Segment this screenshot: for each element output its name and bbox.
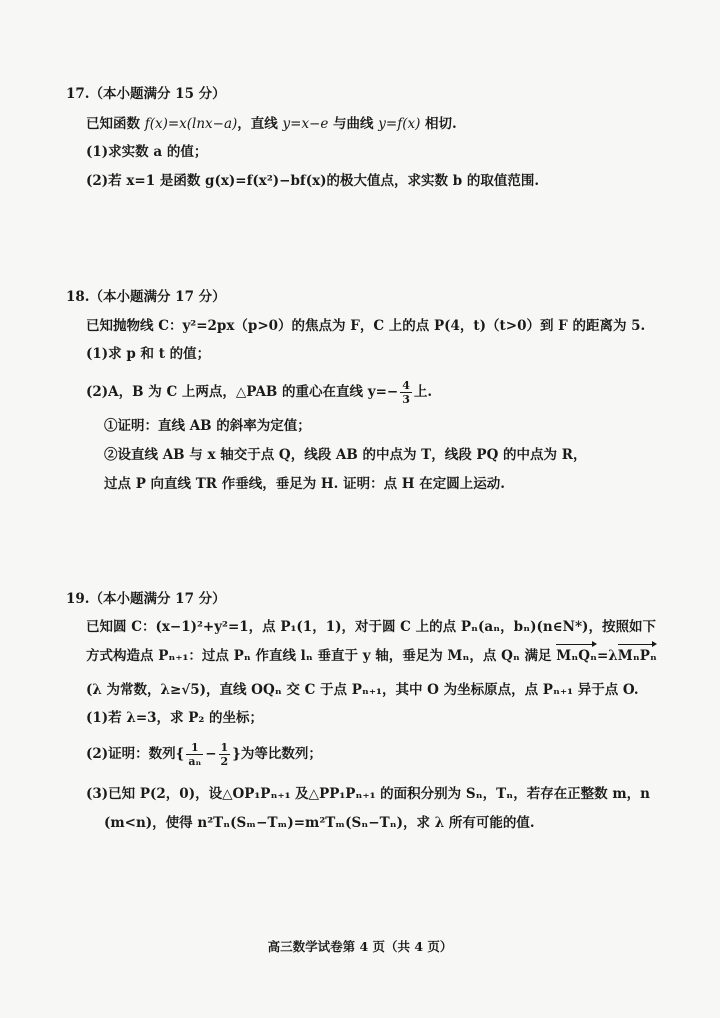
problem-18-question-2 <box>86 375 432 409</box>
p17-stem-g: 相切. <box>420 116 457 132</box>
p19-q2-fraction-1 <box>186 741 203 768</box>
problem-18-question-1: (1)求 p 和 t 的值； <box>86 346 211 362</box>
problem-17-question-1: (1)求实数 a 的值； <box>86 144 208 160</box>
p19-stem2-eq: =λ <box>596 648 618 664</box>
p19-q2-den-1: aₙ <box>188 755 202 768</box>
problem-17-question-2: (2)若 x=1 是函数 g(x)=f(x²)−bf(x)的极大值点，求实数 b 的取值范围. <box>86 173 540 189</box>
problem-19-question-2 <box>86 736 322 772</box>
problem-19-question-1: (1)若 λ=3，求 P₂ 的坐标； <box>86 710 264 726</box>
problem-18-question-2-part-ii: ②设直线 AB 与 x 轴交于点 Q，线段 AB 的中点为 T，线段 PQ 的中点为 R， <box>104 447 587 463</box>
p18-q2-text-b: 上. <box>413 384 433 400</box>
p17-stem-a: 已知函数 <box>86 116 145 132</box>
p17-stem-e: 与曲线 <box>328 116 379 132</box>
problem-19-stem-line-1: 已知圆 C：(x−1)²+y²=1，点 P₁(1，1)，对于圆 C 上的点 Pₙ(aₙ，bₙ)(n∈N*)，按照如下 <box>86 619 656 635</box>
p19-stem2-text: 方式构造点 Pₙ₊₁：过点 Pₙ 作直线 lₙ 垂直于 y 轴，垂足为 Mₙ，点 Qₙ 满足 <box>86 648 557 664</box>
p18-q2-numerator: 4 <box>402 379 410 392</box>
vector-mp: MₙPₙ <box>617 648 657 664</box>
problem-18-header: 18.（本小题满分 17 分） <box>66 289 226 305</box>
problem-17-header: 17.（本小题满分 15 分） <box>66 86 226 102</box>
problem-19-stem-line-3: (λ 为常数，λ≥√5)，直线 OQₙ 交 C 于点 Pₙ₊₁，其中 O 为坐标原点，点 Pₙ₊₁ 异于点 O. <box>86 682 639 698</box>
p18-q2-fraction <box>400 379 412 406</box>
problem-19-header: 19.（本小题满分 17 分） <box>66 591 226 607</box>
p17-stem-line: y=x−e <box>282 116 329 132</box>
problem-18-question-2-part-ii-cont: 过点 P 向直线 TR 作垂线，垂足为 H. 证明：点 H 在定圆上运动. <box>104 476 505 492</box>
p19-q2-minus: − <box>205 746 217 762</box>
page-footer: 高三数学试卷第 4 页（共 4 页） <box>267 939 453 954</box>
p18-q2-text-a: (2)A，B 为 C 上两点，△PAB 的重心在直线 y=− <box>86 384 399 400</box>
problem-18-stem: 已知抛物线 C：y²=2px（p>0）的焦点为 F，C 上的点 P(4，t)（t>0）到 F 的距离为 5. <box>86 318 646 334</box>
p18-q2-denominator: 3 <box>402 393 410 406</box>
p17-stem-curve: y=f(x) <box>378 116 421 132</box>
p19-q2-num-2: 1 <box>220 741 229 754</box>
p19-q2-den-2: 2 <box>220 755 229 768</box>
p19-q2-num-1: 1 <box>186 741 203 755</box>
p19-q2-text-b: }为等比数列； <box>232 746 322 762</box>
problem-19-question-3-cont: (m<n)，使得 n²Tₙ(Sₘ−Tₘ)=m²Tₘ(Sₙ−Tₙ)，求 λ 所有可能的值. <box>104 815 535 831</box>
problem-19-stem-line-2 <box>86 646 657 666</box>
p19-q2-text-a: (2)证明：数列{ <box>86 746 185 762</box>
vector-mq: MₙQₙ <box>556 648 597 664</box>
p17-stem-func: f(x)=x(lnx−a) <box>144 116 238 132</box>
problem-18-question-2-part-i: ①证明：直线 AB 的斜率为定值； <box>104 418 311 434</box>
problem-17-stem <box>86 114 457 134</box>
problem-19-question-3: (3)已知 P(2，0)，设△OP₁Pₙ₊₁ 及△PP₁Pₙ₊₁ 的面积分别为 Sₙ，Tₙ，若存在正整数 m，n <box>86 786 650 802</box>
p19-q2-fraction-2 <box>219 741 231 768</box>
p17-stem-c: ，直线 <box>237 116 283 132</box>
